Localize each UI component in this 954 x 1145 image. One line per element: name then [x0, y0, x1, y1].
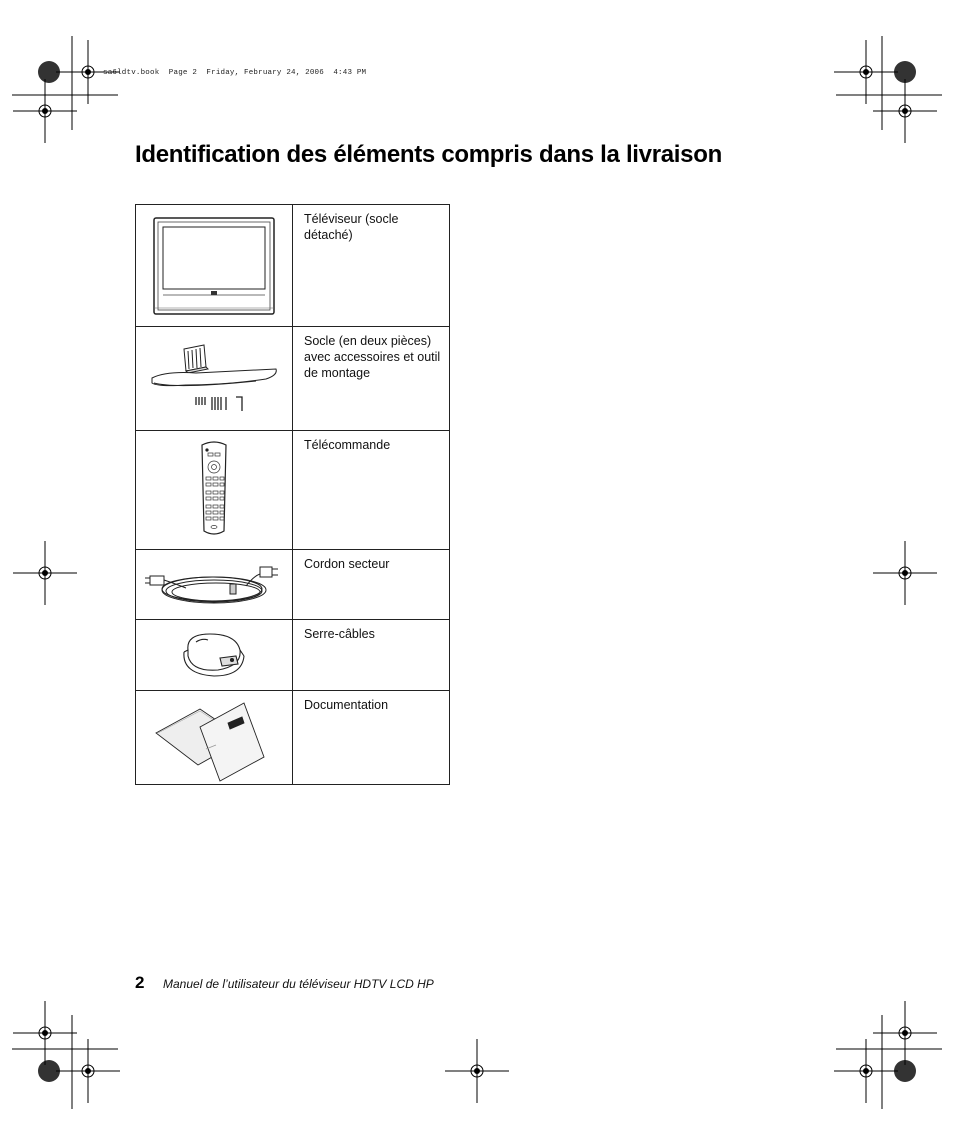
image-cell	[136, 431, 293, 550]
file-info-header: sa6ldtv.book Page 2 Friday, February 24, 2006 4:43 PM	[103, 69, 367, 77]
table-row	[136, 327, 450, 431]
stand-icon	[136, 327, 292, 430]
item-label: Cordon secteur	[293, 550, 450, 620]
table-row	[136, 205, 450, 327]
tv-icon	[136, 205, 292, 326]
power-cord-icon	[136, 550, 292, 619]
image-cell	[136, 205, 293, 327]
item-label: Téléviseur (socle détaché)	[293, 205, 450, 327]
items-table	[135, 204, 450, 785]
table-row	[136, 691, 450, 785]
documentation-icon	[136, 691, 292, 784]
table-row	[136, 550, 450, 620]
cable-tie-icon	[136, 620, 292, 690]
image-cell	[136, 691, 293, 785]
book-title-footer: Manuel de l’utilisateur du téléviseur HDTV LCD HP	[163, 977, 434, 991]
image-cell	[136, 620, 293, 691]
item-label: Serre-câbles	[293, 620, 450, 691]
item-label: Documentation	[293, 691, 450, 785]
table-row	[136, 431, 450, 550]
page-title: Identification des éléments compris dans la livraison	[135, 141, 722, 168]
image-cell	[136, 550, 293, 620]
remote-control-icon	[136, 431, 292, 549]
table-row	[136, 620, 450, 691]
item-label: Télécommande	[293, 431, 450, 550]
page-number: 2	[135, 973, 145, 992]
item-label: Socle (en deux pièces) avec accessoires et outil de montage	[293, 327, 450, 431]
image-cell	[136, 327, 293, 431]
